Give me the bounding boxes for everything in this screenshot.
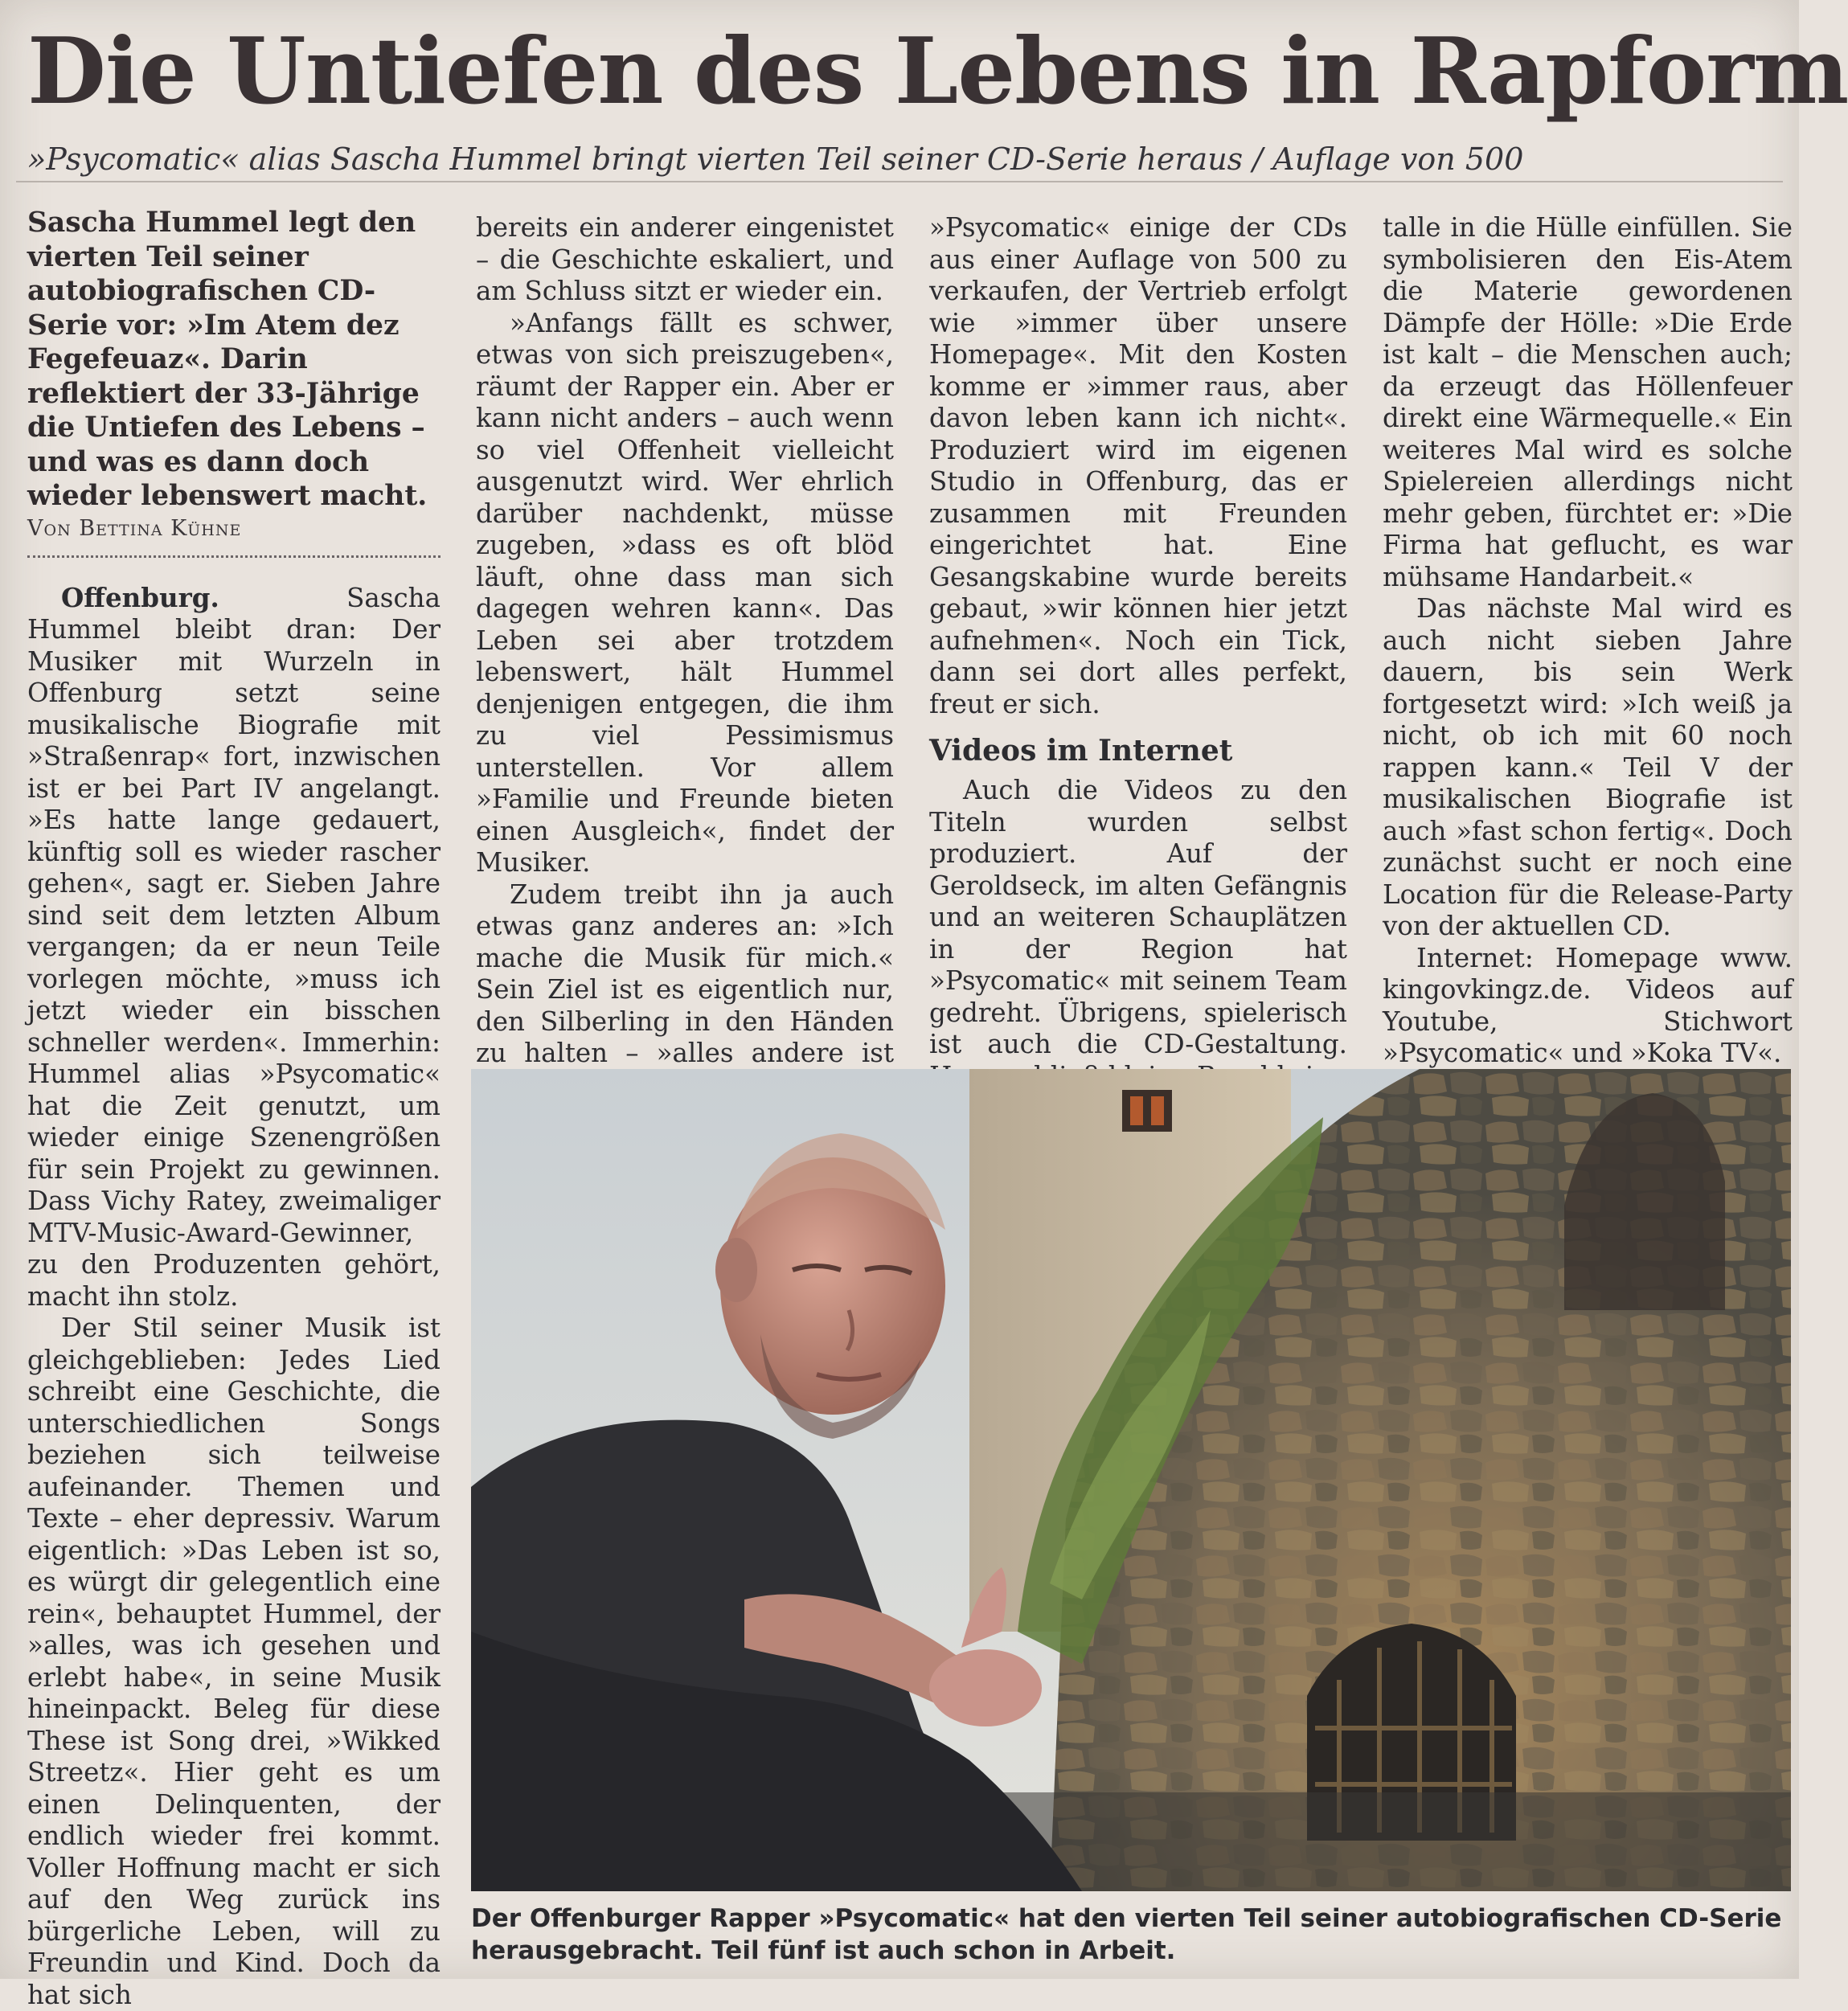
photo-rapper-at-castle-wall xyxy=(471,1069,1791,1891)
body-paragraph: Das nächste Mal wird es auch nicht sieben Jahre dauern, bis sein Werk fortgesetzt wird: »Ich weiß ja nicht, ob ich mit 60 noch rappen kann.« Teil V der musikalischen Biografie ist auch »fast schon fertig«. Doch zunächst sucht er noch eine Location für die Release-Party von der aktuellen CD. xyxy=(1383,593,1793,941)
section-heading: Videos im Internet xyxy=(929,734,1233,768)
dateline: Offenburg. xyxy=(61,581,219,613)
body-paragraph: Zudem treibt ihn ja auch etwas ganz anderes an: »Ich mache die Musik für mich.« Sein Ziel ist es eigentlich nur, den Silberling in den Händen zu halten – »alles andere ist xyxy=(476,879,894,1068)
body-paragraph: Der Stil seiner Musik ist gleichgeblieben: Jedes Lied schreibt eine Geschichte, die unterschiedlichen Songs beziehen sich teilweise aufeinander. Themen und Texte – eher depressiv. Warum eigentlich: »Das Leben ist so, es würgt dir gelegentlich eine rein«, behauptet Hummel, der »alles, was ich gesehen und erlebt habe«, in seine Musik hineinpackt. Beleg für diese These ist Song drei, »Wikked Streetz«. Hier geht es um einen Delinquenten, der endlich wieder frei kommt. Voller Hoffnung macht er sich auf den Weg zurück ins bürgerliche Leben, will zu Freundin und Kind. Doch da hat sich xyxy=(27,1313,440,2010)
article-column-3 xyxy=(929,212,1347,1059)
divider xyxy=(16,181,1783,182)
article-column-4 xyxy=(1383,212,1793,1068)
lede: Sascha Hummel legt den vierten Teil seiner autobiografischen CD-Serie vor: »Im Atem dez Fegefeuaz«. Darin reflektiert der 33-Jährige die Untiefen des Lebens – und was es dann doch wieder lebenswert macht. xyxy=(27,207,428,512)
body-paragraph: talle in die Hülle einfüllen. Sie symbolisieren den Eis-Atem die Materie gewordenen Dämpfe der Hölle: »Die Erde ist kalt – die Menschen auch; da erzeugt das Höllenfeuer direkt eine Wärmequelle.« Ein weiteres Mal wird es solche Spielereien allerdings nicht mehr geben, fürchtet er: »Die Firma hat geflucht, es war mühsame Handarbeit.« xyxy=(1383,212,1793,592)
article-column-1 xyxy=(27,206,440,2010)
body-paragraph: Auch die Videos zu den Titeln wurden selbst produziert. Auf der Geroldseck, im alten Gefängnis und an weiteren Schauplätzen in der Region hat »Psycomatic« mit seinem Team gedreht. Übrigens, spielerisch ist auch die CD-Gestaltung. xyxy=(929,775,1347,1059)
body-paragraph xyxy=(27,582,440,1313)
body-paragraph: »Anfangs fällt es schwer, etwas von sich preiszugeben«, räumt der Rapper ein. Aber er kann nicht anders – auch wenn so viel Offenheit vielleicht ausgenutzt wird. Wer ehrlich darüber nachdenkt, müsse zugeben, »dass es oft blöd läuft, ohne dass man sich dagegen wehren kann«. Das Leben sei aber trotzdem lebenswert, hält Hummel denjenigen entgegen, die ihm zu viel Pessimismus unterstellen. Vor allem »Familie und Freunde bieten einen Ausgleich«, findet der Musiker. xyxy=(476,307,894,878)
subheadline: »Psycomatic« alias Sascha Hummel bringt vierten Teil seiner CD-Serie heraus / Auflage von 500 xyxy=(27,141,1524,177)
byline: Von Bettina Kühne xyxy=(27,514,440,558)
article-column-2 xyxy=(476,212,894,1068)
body-text: Sascha Hummel bleibt dran: Der Musiker mit Wurzeln in Offenburg setzt seine musikalische Biografie mit »Straßenrap« fort, inzwischen ist er bei Part IV angelangt. »Es hatte lange gedauert, künftig soll es wieder rascher gehen«, sagt er. Sieben Jahre sind seit dem letzten Album vergangen; da er neun Teile vorlegen möchte, »muss ich jetzt wieder ein bisschen schneller werden«. Immerhin: Hummel alias »Psycomatic« hat die Zeit genutzt, um wieder einige Szenengrößen für sein Projekt zu gewinnen. Dass Vichy Ratey, zweimaliger MTV-Music-Award-Gewinner, zu den Produzenten gehört, macht ihn stolz. xyxy=(27,582,440,1312)
body-paragraph: Internet: Homepage www. kingovkingz.de. Videos auf Youtube, Stichwort »Psycomatic« und »Koka TV«. xyxy=(1383,942,1793,1068)
body-paragraph: bereits ein anderer eingenistet – die Geschichte eskaliert, und am Schluss sitzt er wieder ein. xyxy=(476,212,894,306)
article-photo xyxy=(471,1069,1791,1891)
headline: Die Untiefen des Lebens in Rapform xyxy=(27,18,1848,125)
photo-caption: Der Offenburger Rapper »Psycomatic« hat den vierten Teil seiner autobiografischen CD-Serie herausgebracht. Teil fünf ist auch schon in Arbeit. xyxy=(471,1904,1782,1965)
body-paragraph: »Psycomatic« einige der CDs aus einer Auflage von 500 zu verkaufen, der Vertrieb erfolgt wie »immer über unsere Homepage«. Mit den Kosten komme er »immer raus, aber davon leben kann ich nicht«. Produziert wird im eigenen Studio in Offenburg, das er zusammen mit Freunden eingerichtet hat. Eine Gesangskabine wurde bereits gebaut, »wir können hier jetzt aufnehmen«. Noch ein Tick, dann sei dort alles perfekt, freut er sich. xyxy=(929,212,1347,719)
